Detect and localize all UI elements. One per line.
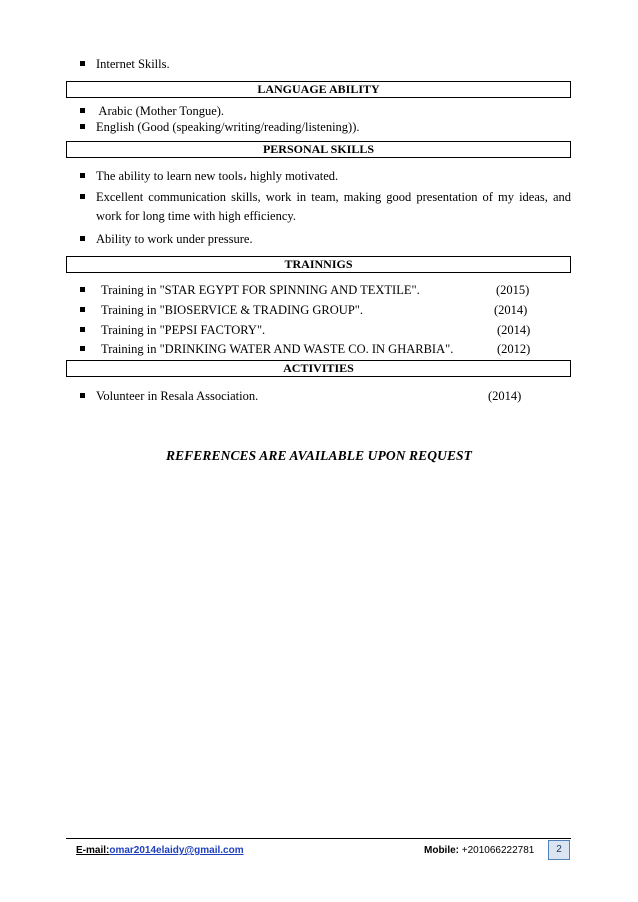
bullet-icon (80, 307, 85, 312)
language-item: English (Good (speaking/writing/reading/listening)). (96, 120, 360, 134)
personal-item: The ability to learn new tools، highly motivated. (96, 169, 339, 183)
footer-email (76, 845, 244, 856)
mobile-label: Mobile: (424, 845, 459, 856)
section-heading-personal: PERSONAL SKILLS (66, 141, 571, 158)
training-year: (2014) (494, 303, 528, 317)
footer-mobile (424, 845, 534, 856)
training-year: (2012) (497, 342, 531, 356)
personal-item: Excellent communication skills, work in team, making good presentation of my ideas, and (96, 190, 571, 204)
bullet-icon (80, 327, 85, 332)
personal-item: Ability to work under pressure. (96, 232, 253, 246)
activity-year: (2014) (488, 389, 522, 403)
training-item: Training in "BIOSERVICE & TRADING GROUP". (101, 303, 364, 317)
page-number: 2 (548, 840, 570, 860)
section-heading-activities: ACTIVITIES (66, 360, 571, 377)
personal-item-continued: work for long time with high efficiency. (96, 209, 296, 223)
bullet-icon (80, 173, 85, 178)
training-year: (2014) (497, 323, 531, 337)
training-year: (2015) (496, 283, 530, 297)
email-label: E-mail: (76, 845, 110, 856)
training-item: Training in "DRINKING WATER AND WASTE CO. IN GHARBIA". (101, 342, 454, 356)
bullet-icon (80, 108, 85, 113)
bullet-icon (80, 346, 85, 351)
bullet-icon (80, 194, 85, 199)
email-link[interactable]: omar2014elaidy@gmail.com (109, 845, 244, 856)
footer-divider (66, 838, 571, 839)
training-item: Training in "STAR EGYPT FOR SPINNING AND TEXTILE". (101, 283, 420, 297)
references-note: REFERENCES ARE AVAILABLE UPON REQUEST (165, 448, 473, 463)
section-heading-trainings: TRAINNIGS (66, 256, 571, 273)
skill-item: Internet Skills. (96, 57, 170, 71)
bullet-icon (80, 124, 85, 129)
bullet-icon (80, 236, 85, 241)
section-heading-language: LANGUAGE ABILITY (66, 81, 571, 98)
training-item: Training in "PEPSI FACTORY". (101, 323, 266, 337)
mobile-number: +201066222781 (461, 845, 535, 856)
activity-item: Volunteer in Resala Association. (96, 389, 259, 403)
language-item: Arabic (Mother Tongue). (96, 104, 225, 118)
bullet-icon (80, 393, 85, 398)
bullet-icon (80, 61, 85, 66)
bullet-icon (80, 287, 85, 292)
